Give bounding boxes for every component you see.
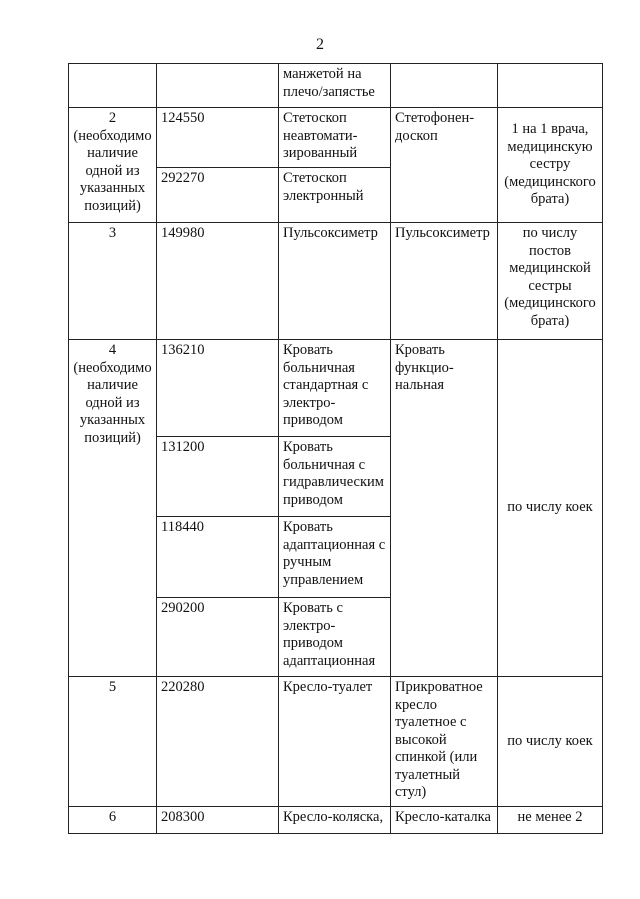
table-cell [157,598,279,677]
table-cell [391,108,498,223]
table-cell [69,340,157,677]
table-cell [69,64,157,108]
table-cell [69,108,157,223]
device-code: 136210 [161,342,205,358]
table-cell [391,807,498,834]
device-code: 149980 [161,225,205,241]
table-cell [279,168,391,223]
table-cell [279,437,391,517]
device-code: 292270 [161,170,205,186]
table-cell [157,168,279,223]
table-cell [498,677,603,807]
quantity-requirement: по числу постов медицинской сестры (медицинского брата) [504,225,596,329]
item-number: 5 [108,679,117,695]
item-number: 3 [108,225,117,241]
table-cell [279,64,391,108]
device-name: Кровать больничная стандартная с электро- приводом [283,342,369,428]
device-name: Стетоскоп электронный [283,170,364,204]
table-cell [157,437,279,517]
device-name: Кровать адаптационная с ручным управлением [283,519,386,588]
table-row [69,340,603,437]
table-row [69,108,603,168]
table-cell [157,517,279,598]
device-name: Кровать с электро- приводом адаптационная [283,600,376,669]
table-cell [498,340,603,677]
device-code: 124550 [161,110,205,126]
device-name: Стетоскоп неавтомати- зированный [283,110,358,161]
table-cell [279,517,391,598]
device-code: 131200 [161,439,205,455]
table-cell [391,223,498,340]
item-number: 6 [108,809,117,825]
device-name: Кровать больничная с гидравлическим приводом [283,439,384,508]
table-cell [157,108,279,168]
equipment-table [68,63,603,834]
table-cell [157,807,279,834]
table-cell [157,677,279,807]
device-name: Кресло-коляска, [283,809,384,825]
table-row [69,677,603,807]
table-cell [498,807,603,834]
quantity-requirement: по числу коек [507,732,593,749]
device-code: 290200 [161,600,205,616]
equipment-type: Кровать функцио- нальная [395,342,454,393]
device-code: 220280 [161,679,205,695]
item-number: 2 (необходимо наличие одной из указанных позиций) [73,110,152,214]
item-number: 4 (необходимо наличие одной из указанных позиций) [73,342,152,446]
device-name: манжетой на плечо/запястье [283,66,375,100]
table-row [69,64,603,108]
table-cell [157,223,279,340]
device-name: Пульсоксиметр [283,225,378,241]
table-cell [69,677,157,807]
equipment-type: Прикроватное кресло туалетное с высокой спинкой (или туалетный стул) [395,679,483,800]
equipment-type: Стетофонен- доскоп [395,110,475,144]
table-cell [391,64,498,108]
equipment-type: Пульсоксиметр [395,225,490,241]
device-name: Кресло-туалет [283,679,373,695]
table-cell [279,108,391,168]
table-cell [279,807,391,834]
table-cell [157,64,279,108]
table-cell [157,340,279,437]
table-cell [391,677,498,807]
table-row [69,223,603,340]
table-cell [279,223,391,340]
quantity-requirement: по числу коек [507,499,593,516]
table-cell [69,223,157,340]
equipment-type: Кресло-каталка [395,809,491,825]
device-code: 118440 [161,519,204,535]
device-code: 208300 [161,809,205,825]
table-cell [279,340,391,437]
table-cell [69,807,157,834]
table-cell [279,677,391,807]
table-cell [391,340,498,677]
table-cell [498,64,603,108]
table-cell [279,598,391,677]
table-row [69,807,603,834]
page-number: 2 [316,36,324,53]
quantity-requirement: не менее 2 [517,809,583,825]
table-cell [498,108,603,223]
table-cell [498,223,603,340]
quantity-requirement: 1 на 1 врача, медицинскую сестру (медицинского брата) [504,121,596,208]
